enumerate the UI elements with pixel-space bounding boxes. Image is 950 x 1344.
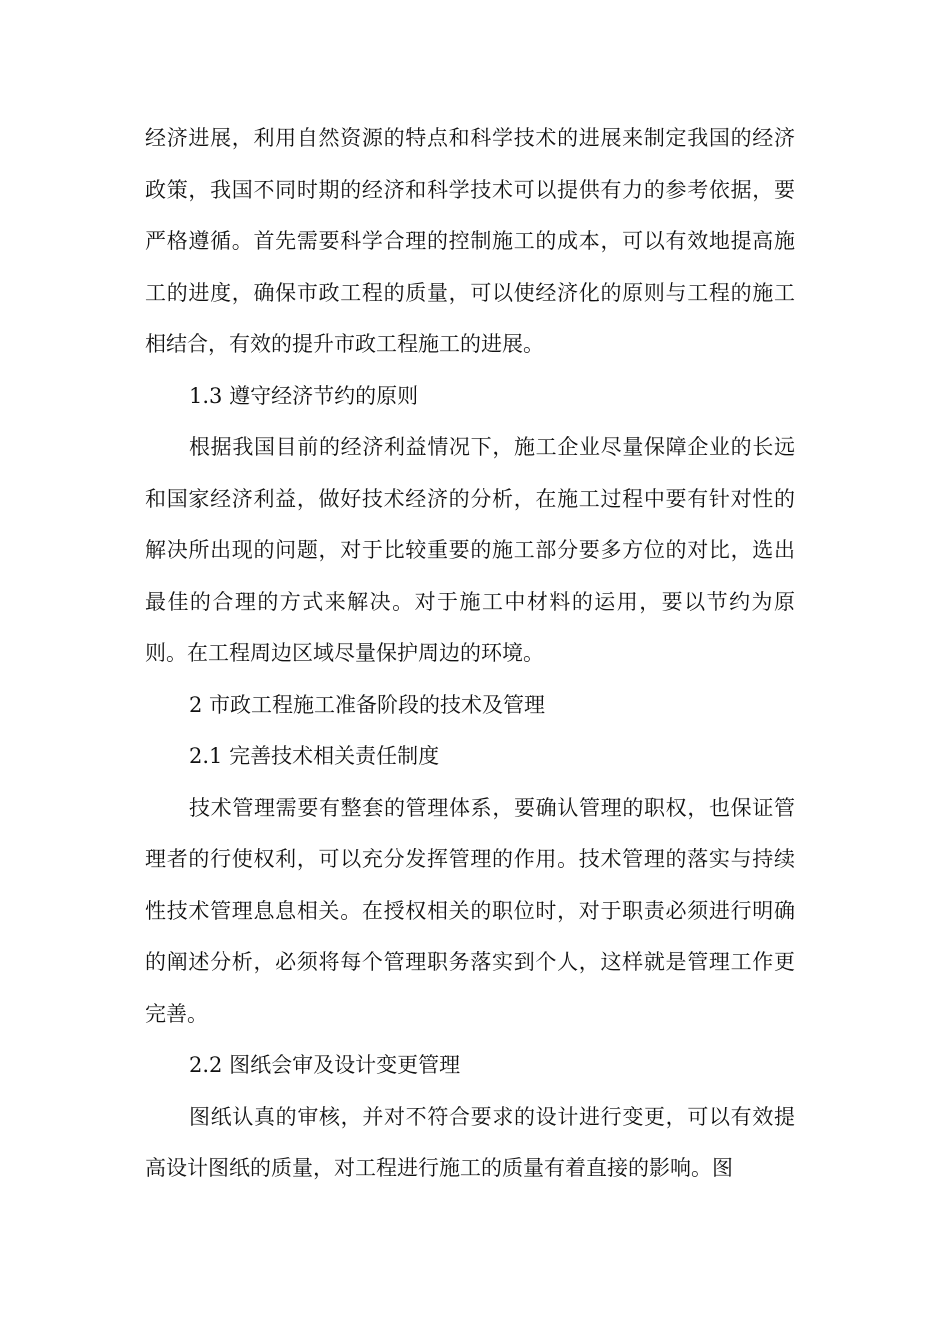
paragraph: 技术管理需要有整套的管理体系，要确认管理的职权，也保证管理者的行使权利，可以充分发挥管理的作用。技术管理的落实与持续性技术管理息息相关。在授权相关的职位时，对于职责必须进行明确的阐述分析，必须将每个管理职务落实到个人，这样就是管理工作更完善。: [145, 795, 795, 1026]
paragraph: 图纸认真的审核，并对不符合要求的设计进行变更，可以有效提高设计图纸的质量，对工程进行施工的质量有着直接的影响。图: [145, 1104, 795, 1180]
section-heading-2: 2 市政工程施工准备阶段的技术及管理: [189, 692, 546, 717]
section-heading-2-2: 2.2 图纸会审及设计变更管理: [189, 1053, 461, 1077]
paragraph: 根据我国目前的经济利益情况下，施工企业尽量保障企业的长远和国家经济利益，做好技术经济的分析，在施工过程中要有针对性的解决所出现的问题，对于比较重要的施工部分要多方位的对比，选出最佳的合理的方式来解决。对于施工中材料的运用，要以节约为原则。在工程周边区域尽量保护周边的环境。: [145, 435, 795, 665]
paragraph-continued: 经济进展，利用自然资源的特点和科学技术的进展来制定我国的经济政策，我国不同时期的经济和科学技术可以提供有力的参考依据，要严格遵循。首先需要科学合理的控制施工的成本，可以有效地提高施工的进度，确保市政工程的质量，可以使经济化的原则与工程的施工相结合，有效的提升市政工程施工的进展。: [145, 126, 795, 356]
section-heading-2-1: 2.1 完善技术相关责任制度: [189, 744, 440, 768]
section-heading-1-3: 1.3 遵守经济节约的原则: [189, 383, 419, 408]
document-body: [145, 113, 795, 1195]
